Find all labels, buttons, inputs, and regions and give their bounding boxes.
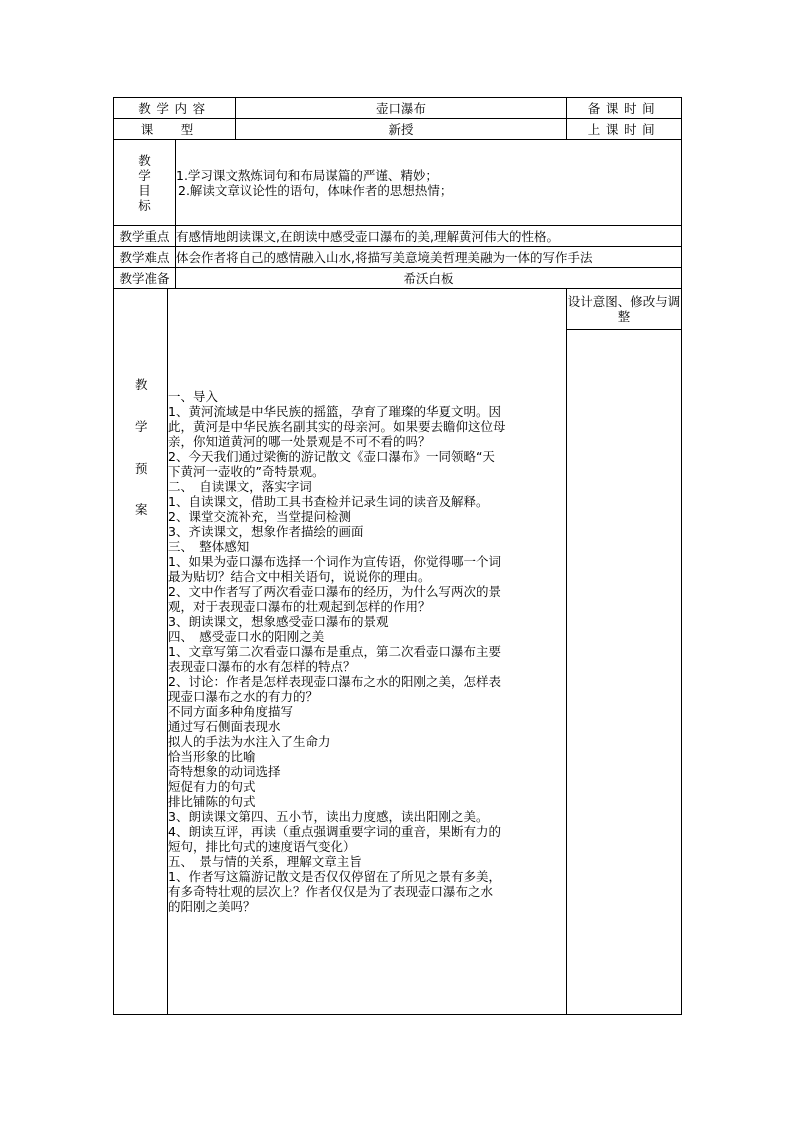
plan-line: 2、今天我们通过梁衡的游记散文《壶口瀑布》一同领略“天: [168, 449, 495, 464]
difficulty-value: 体会作者将自己的感情融入山水,将描写美意境美哲理美融为一体的写作手法: [176, 247, 682, 268]
plan-line: 4、朗读互评，再读（重点强调重要字词的重音，果断有力的: [168, 824, 501, 839]
plan-line: 二、 自读课文，落实字词: [168, 479, 312, 494]
content-value: 壶口瀑布: [236, 98, 567, 119]
plan-line: 通过写石侧面表现水: [168, 719, 281, 734]
objectives-label-char: 标: [138, 197, 151, 213]
class-time-label: 上课时间: [567, 119, 682, 140]
preparation-label: 教学准备: [114, 268, 176, 289]
difficulty-row: [114, 247, 682, 268]
plan-label-char: 预: [135, 461, 148, 476]
plan-line: 2、文中作者写了两次看壶口瀑布的经历，为什么写两次的景: [168, 584, 501, 599]
objectives-content: [176, 140, 682, 226]
plan-line: 短句，排比句式的速度语气变化）: [168, 839, 356, 854]
plan-line: 三、 整体感知: [168, 539, 250, 554]
preparation-value: 希沃白板: [176, 268, 682, 289]
plan-line: 表现壶口瀑布的水有怎样的特点？: [168, 659, 356, 674]
plan-line: 的阳刚之美吗？: [168, 899, 256, 914]
type-label: [114, 119, 236, 140]
key-point-label: 教学重点: [114, 226, 176, 247]
header-row-content: [114, 98, 682, 119]
plan-line: 1、自读课文，借助工具书查检并记录生词的读音及解释。: [168, 494, 489, 509]
content-label: 教学内容: [114, 98, 236, 119]
plan-line: 拟人的手法为水注入了生命力: [168, 734, 331, 749]
plan-label-char: 教: [135, 377, 148, 392]
plan-line: 五、 景与情的关系，理解文章主旨: [168, 854, 362, 869]
plan-line: 四、 感受壶口水的阳刚之美: [168, 629, 325, 644]
plan-line: 2、讨论：作者是怎样表现壶口瀑布之水的阳刚之美，怎样表: [168, 674, 501, 689]
key-point-row: [114, 226, 682, 247]
lesson-plan-table: [113, 97, 682, 1015]
plan-content: [168, 289, 567, 1015]
plan-line: 观，对于表现壶口瀑布的壮观起到怎样的作用？: [168, 599, 431, 614]
plan-line: 此，黄河是中华民族名副其实的母亲河。如果要去瞻仰这位母: [168, 419, 506, 434]
plan-line: 3、朗读课文，想象感受壶口瀑布的景观: [168, 614, 389, 629]
plan-line: 1、黄河流域是中华民族的摇篮，孕育了璀璨的华夏文明。因: [168, 404, 501, 419]
plan-line: 3、朗读课文第四、五小节，读出力度感，读出阳刚之美。: [168, 809, 489, 824]
difficulty-label: 教学难点: [114, 247, 176, 268]
plan-line: 恰当形象的比喻: [168, 749, 256, 764]
key-point-value: 有感情地朗读课文,在朗读中感受壶口瀑布的美,理解黄河伟大的性格。: [176, 226, 682, 247]
plan-line: 一、导入: [168, 389, 219, 404]
type-value: 新授: [236, 119, 567, 140]
plan-label: [114, 289, 168, 1015]
objectives-label: [114, 140, 176, 226]
plan-line: 最为贴切？结合文中相关语句，说说你的理由。: [168, 569, 431, 584]
header-row-type: [114, 119, 682, 140]
plan-line: 1、作者写这篇游记散文是否仅仅停留在了所见之景有多美，: [168, 869, 501, 884]
objectives-row: [114, 140, 682, 226]
plan-line: 2、课堂交流补充，当堂提问检测: [168, 509, 351, 524]
plan-line: 不同方面多种角度描写: [168, 704, 294, 719]
type-label-text: 课型: [140, 121, 221, 137]
plan-line: 奇特想象的动词选择: [168, 764, 281, 779]
plan-line: 1、如果为壶口瀑布选择一个词作为宣传语，你觉得哪一个词: [168, 554, 501, 569]
plan-line: 短促有力的句式: [168, 779, 256, 794]
plan-line: 有多奇特壮观的层次上？作者仅仅是为了表现壶口瀑布之水: [168, 884, 494, 899]
notes-header: 设计意图、修改与调整: [567, 289, 682, 330]
objective-item: 1.学习课文熬炼词句和布局谋篇的严谨、精妙；: [176, 167, 438, 183]
objectives-label-char: 教: [138, 152, 151, 168]
notes-area: [567, 330, 682, 1015]
plan-line: 排比铺陈的句式: [168, 794, 256, 809]
plan-label-char: 学: [135, 419, 148, 434]
plan-row-top: [114, 289, 682, 330]
plan-line: 下黄河一壶收的”奇特景观。: [168, 464, 325, 479]
plan-line: 1、文章写第二次看壶口瀑布是重点，第二次看壶口瀑布主要: [168, 644, 501, 659]
plan-line: 亲，你知道黄河的哪一处景观是不可不看的吗？: [168, 434, 431, 449]
plan-label-char: 案: [135, 502, 148, 517]
objectives-label-char: 目: [138, 182, 151, 198]
preparation-row: [114, 268, 682, 289]
plan-line: 现壶口瀑布之水的有力的？: [168, 689, 319, 704]
plan-line: 3、齐读课文，想象作者描绘的画面: [168, 524, 364, 539]
objective-item: 2.解读文章议论性的语句，体味作者的思想热情；: [178, 182, 453, 198]
prep-time-label: 备课时间: [567, 98, 682, 119]
objectives-label-char: 学: [138, 167, 151, 183]
